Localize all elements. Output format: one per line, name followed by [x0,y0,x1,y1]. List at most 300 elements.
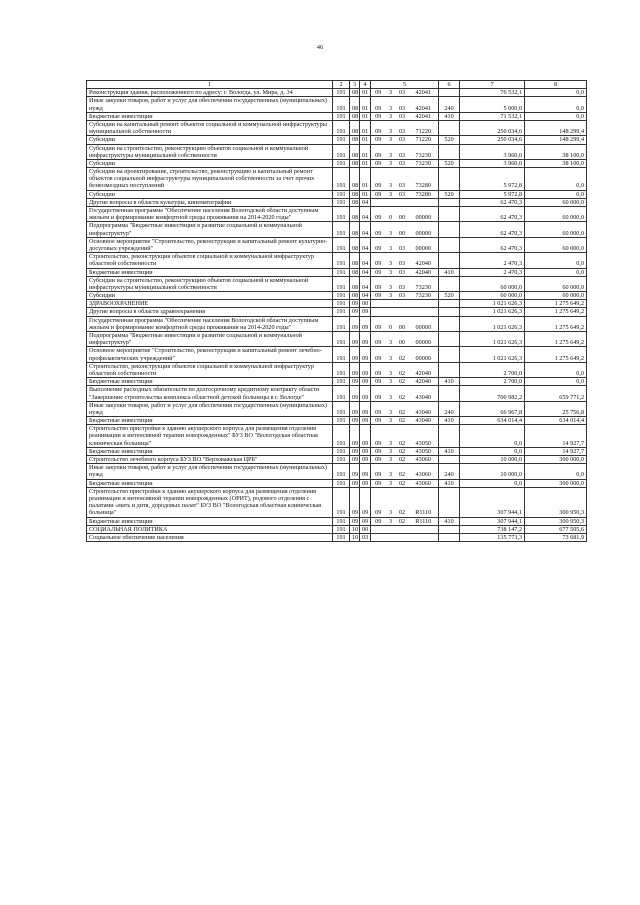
code-gr: 191 [333,207,350,222]
amount-2019: 10 000,0 [460,464,525,479]
code-rz: 09 [350,332,360,347]
row-name: Бюджетные инвестиции [87,447,333,455]
budget-table [86,80,587,542]
csr-direction [409,533,439,541]
amount-2019: 1 021 626,3 [460,347,525,362]
code-vr [439,347,460,362]
code-vr [439,253,460,268]
csr-program [371,533,386,541]
csr-subprogram: 3 [386,417,396,425]
code-pr: 09 [360,464,371,479]
code-pr: 01 [360,89,371,97]
code-pr: 09 [360,447,371,455]
csr-event: 02 [396,456,409,464]
code-pr: 04 [360,276,371,291]
csr-subprogram: 3 [386,268,396,276]
csr-subprogram: 3 [386,386,396,401]
csr-direction: 43050 [409,425,439,448]
row-name: СОЦИАЛЬНАЯ ПОЛИТИКА [87,525,333,533]
csr-program: 09 [371,332,386,347]
header-cell-6: 6 [439,81,460,89]
code-pr: 04 [360,222,371,237]
csr-program: 09 [371,89,386,97]
code-vr: 410 [439,517,460,525]
csr-direction: 42040 [409,362,439,377]
csr-program: 09 [371,276,386,291]
csr-subprogram: 3 [386,347,396,362]
code-vr [439,425,460,448]
code-pr: 01 [360,168,371,191]
amount-2019: 3 960,0 [460,159,525,167]
code-rz: 09 [350,378,360,386]
code-pr: 00 [360,525,371,533]
csr-program: 09 [371,386,386,401]
code-rz: 09 [350,362,360,377]
code-vr [439,276,460,291]
code-rz: 08 [350,207,360,222]
amount-2020: 659 771,2 [525,386,587,401]
csr-program: 09 [371,207,386,222]
code-rz: 09 [350,308,360,316]
table-row [87,386,587,401]
csr-program: 09 [371,378,386,386]
code-gr: 191 [333,517,350,525]
amount-2020: 38 100,0 [525,159,587,167]
code-gr: 191 [333,525,350,533]
code-pr: 04 [360,198,371,206]
row-name: Строительство пристройки к зданию акушерского корпуса для размещения отделения реанимации и интенсивной терапии новорожденных" БУЗ ВО "Вологодская областная клиническая больница" [87,425,333,448]
table-row [87,316,587,331]
amount-2019: 5 972,8 [460,168,525,191]
csr-event: 03 [396,120,409,135]
csr-subprogram [386,525,396,533]
amount-2019: 10 000,0 [460,456,525,464]
code-gr: 191 [333,253,350,268]
table-row [87,447,587,455]
csr-subprogram: 3 [386,401,396,416]
amount-2019: 250 034,6 [460,136,525,144]
csr-direction: 43060 [409,479,439,487]
amount-2020: 300 950,3 [525,487,587,517]
row-name: Субсидии [87,292,333,300]
csr-program: 09 [371,253,386,268]
code-gr: 191 [333,464,350,479]
csr-program [371,308,386,316]
csr-program [371,525,386,533]
csr-event: 03 [396,112,409,120]
code-gr: 191 [333,417,350,425]
code-gr: 191 [333,308,350,316]
amount-2019: 66 967,8 [460,401,525,416]
csr-subprogram: 3 [386,190,396,198]
code-rz: 08 [350,268,360,276]
header-cell-5: 5 [371,81,439,89]
csr-direction [409,198,439,206]
code-vr: 410 [439,479,460,487]
code-gr: 191 [333,292,350,300]
csr-program: 09 [371,425,386,448]
csr-program: 09 [371,487,386,517]
code-pr: 09 [360,378,371,386]
csr-program: 09 [371,190,386,198]
code-vr [439,487,460,517]
code-rz: 08 [350,190,360,198]
code-gr: 191 [333,456,350,464]
csr-subprogram: 3 [386,89,396,97]
code-rz: 09 [350,386,360,401]
csr-direction [409,308,439,316]
csr-subprogram: 0 [386,316,396,331]
csr-subprogram: 3 [386,159,396,167]
code-gr: 191 [333,112,350,120]
code-pr: 09 [360,332,371,347]
csr-event: 03 [396,144,409,159]
row-name: Реконструкция здания, расположенного по адресу: г. Вологда, ул. Мира, д. 34 [87,89,333,97]
csr-direction: 43040 [409,401,439,416]
csr-program: 09 [371,447,386,455]
amount-2019: 2 700,0 [460,362,525,377]
code-rz: 09 [350,417,360,425]
row-name: Подпрограмма "Бюджетные инвестиции в развитие социальной и коммунальной инфраструктур" [87,332,333,347]
code-rz: 09 [350,300,360,308]
code-pr: 09 [360,456,371,464]
code-pr: 01 [360,159,371,167]
csr-event: 03 [396,89,409,97]
code-pr: 01 [360,120,371,135]
amount-2020: 60 000,0 [525,292,587,300]
csr-subprogram: 3 [386,97,396,112]
table-row [87,168,587,191]
amount-2019: 1 021 626,3 [460,316,525,331]
amount-2020: 1 275 649,2 [525,332,587,347]
csr-direction [409,300,439,308]
csr-direction: 42041 [409,97,439,112]
header-cell-2: 2 [333,81,350,89]
code-gr: 191 [333,347,350,362]
code-pr: 09 [360,362,371,377]
row-name: Строительство лечебного корпуса БУЗ ВО "Верховажская ЦРБ" [87,456,333,464]
table-row [87,207,587,222]
amount-2020: 634 014,4 [525,417,587,425]
code-pr: 01 [360,190,371,198]
csr-subprogram: 3 [386,487,396,517]
code-vr: 520 [439,159,460,167]
code-gr: 191 [333,425,350,448]
amount-2019: 0,0 [460,479,525,487]
amount-2019: 0,0 [460,447,525,455]
amount-2020: 73 681,9 [525,533,587,541]
code-gr: 191 [333,237,350,252]
csr-program: 09 [371,237,386,252]
csr-subprogram [386,198,396,206]
code-pr: 01 [360,136,371,144]
amount-2019: 76 532,1 [460,89,525,97]
table-row [87,253,587,268]
csr-subprogram: 3 [386,517,396,525]
csr-event: 03 [396,253,409,268]
code-vr: 240 [439,464,460,479]
code-pr: 01 [360,97,371,112]
table-row [87,401,587,416]
csr-event: 03 [396,97,409,112]
code-rz: 09 [350,447,360,455]
amount-2020: 300 000,0 [525,479,587,487]
amount-2019: 307 944,1 [460,487,525,517]
csr-event: 03 [396,159,409,167]
code-pr: 09 [360,517,371,525]
csr-direction: 42040 [409,268,439,276]
csr-event: 03 [396,190,409,198]
amount-2020: 38 100,0 [525,144,587,159]
csr-event: 02 [396,417,409,425]
table-row [87,347,587,362]
amount-2019: 1 021 626,3 [460,308,525,316]
csr-subprogram: 3 [386,136,396,144]
csr-direction: 42040 [409,378,439,386]
csr-direction: 73230 [409,159,439,167]
table-row [87,517,587,525]
csr-program: 09 [371,479,386,487]
csr-subprogram: 3 [386,237,396,252]
table-row [87,525,587,533]
table-row [87,89,587,97]
code-rz: 08 [350,136,360,144]
code-vr: 520 [439,292,460,300]
table-row [87,112,587,120]
table-row [87,487,587,517]
table-row [87,362,587,377]
csr-event: 03 [396,292,409,300]
csr-direction: 73280 [409,190,439,198]
header-row [87,81,587,89]
code-rz: 08 [350,198,360,206]
amount-2019: 3 960,0 [460,144,525,159]
code-gr: 191 [333,190,350,198]
code-vr [439,120,460,135]
amount-2019: 700 982,2 [460,386,525,401]
csr-subprogram: 3 [386,253,396,268]
code-gr: 191 [333,89,350,97]
code-vr: 410 [439,112,460,120]
code-pr: 09 [360,487,371,517]
csr-program: 09 [371,362,386,377]
csr-event: 03 [396,168,409,191]
header-cell-8: 8 [525,81,587,89]
table-row [87,198,587,206]
code-gr: 191 [333,222,350,237]
code-rz: 09 [350,316,360,331]
amount-2020: 0,0 [525,97,587,112]
csr-subprogram: 3 [386,479,396,487]
amount-2019: 307 944,1 [460,517,525,525]
code-pr: 09 [360,308,371,316]
code-rz: 09 [350,425,360,448]
csr-program: 09 [371,401,386,416]
csr-program: 09 [371,136,386,144]
code-rz: 08 [350,112,360,120]
row-name: Государственная программа "Обеспечение населения Вологодской области доступным жильем и формирование комфортной среды проживания на 2014-2020 годы" [87,207,333,222]
amount-2020: 677 505,6 [525,525,587,533]
code-gr: 191 [333,316,350,331]
csr-program: 09 [371,517,386,525]
csr-event: 02 [396,479,409,487]
amount-2019: 71 532,1 [460,112,525,120]
code-pr: 04 [360,292,371,300]
row-name: Основное мероприятие "Строительство, реконструкция и капитальный ремонт культурно-досуговых учреждений" [87,237,333,252]
code-gr: 191 [333,168,350,191]
amount-2019: 634 014,4 [460,417,525,425]
csr-subprogram: 3 [386,464,396,479]
csr-direction: 43060 [409,456,439,464]
table-row [87,268,587,276]
row-name: Государственная программа "Обеспечение населения Вологодской области доступным жильем и формирование комфортной среды проживания на 2014-2020 годы" [87,316,333,331]
csr-event: 03 [396,276,409,291]
code-rz: 09 [350,456,360,464]
row-name: Строительство, реконструкция объектов социальной и коммунальной инфраструктур областной собственности [87,253,333,268]
csr-event: 00 [396,316,409,331]
amount-2020: 14 927,7 [525,447,587,455]
table-row [87,378,587,386]
csr-event: 00 [396,222,409,237]
table-row [87,425,587,448]
csr-event: 02 [396,378,409,386]
csr-program: 09 [371,144,386,159]
amount-2019: 738 147,2 [460,525,525,533]
csr-direction: 00000 [409,207,439,222]
amount-2020: 300 000,0 [525,456,587,464]
code-rz: 08 [350,168,360,191]
csr-event: 02 [396,347,409,362]
code-rz: 08 [350,292,360,300]
csr-subprogram [386,308,396,316]
csr-direction: 42040 [409,253,439,268]
table-row [87,417,587,425]
csr-subprogram: 3 [386,292,396,300]
code-pr: 09 [360,401,371,416]
csr-program: 09 [371,112,386,120]
csr-direction: R1110 [409,487,439,517]
code-rz: 08 [350,89,360,97]
header-cell-3: 3 [350,81,360,89]
table-row [87,332,587,347]
code-vr [439,386,460,401]
table-row [87,144,587,159]
csr-event: 02 [396,386,409,401]
row-name: Другие вопросы в области культуры, кинематографии [87,198,333,206]
code-gr: 191 [333,378,350,386]
csr-event: 03 [396,136,409,144]
csr-program: 09 [371,268,386,276]
csr-direction [409,525,439,533]
row-name: Субсидии на капитальный ремонт объектов социальной и коммунальной инфраструктуры муниципальной собственности [87,120,333,135]
code-pr: 09 [360,425,371,448]
code-gr: 191 [333,479,350,487]
code-gr: 191 [333,386,350,401]
row-name: Иные закупки товаров, работ и услуг для обеспечения государственных (муниципальных) нужд [87,97,333,112]
code-vr [439,198,460,206]
csr-program: 09 [371,120,386,135]
csr-program: 09 [371,347,386,362]
amount-2019: 62 470,3 [460,237,525,252]
csr-direction: 00000 [409,347,439,362]
row-name: Субсидии на строительство, реконструкцию объектов социальной и коммунальной инфраструктуры муниципальной собственности [87,276,333,291]
header-cell-4: 4 [360,81,371,89]
code-gr: 191 [333,447,350,455]
code-pr: 04 [360,207,371,222]
row-name: Бюджетные инвестиции [87,417,333,425]
code-vr: 520 [439,136,460,144]
code-pr: 03 [360,533,371,541]
amount-2019: 60 000,0 [460,292,525,300]
csr-event: 00 [396,332,409,347]
code-rz: 08 [350,253,360,268]
code-vr: 240 [439,97,460,112]
code-pr: 09 [360,347,371,362]
header-cell-1: 1 [87,81,333,89]
csr-direction: 43040 [409,386,439,401]
code-gr: 191 [333,487,350,517]
amount-2020: 148 299,4 [525,136,587,144]
amount-2020: 60 000,0 [525,198,587,206]
table-row [87,237,587,252]
amount-2019: 62 470,3 [460,207,525,222]
code-vr [439,456,460,464]
csr-direction: 43050 [409,447,439,455]
csr-subprogram [386,533,396,541]
row-name: Субсидии [87,159,333,167]
code-pr: 09 [360,316,371,331]
row-name: Бюджетные инвестиции [87,112,333,120]
amount-2020: 60 000,0 [525,207,587,222]
csr-direction: 43060 [409,464,439,479]
code-vr [439,362,460,377]
table-row [87,464,587,479]
csr-program: 09 [371,316,386,331]
amount-2019: 135 773,3 [460,533,525,541]
code-gr: 191 [333,198,350,206]
code-rz: 10 [350,525,360,533]
amount-2020: 0,0 [525,112,587,120]
amount-2020: 0,0 [525,168,587,191]
amount-2020: 1 275 649,2 [525,316,587,331]
amount-2020: 0,0 [525,253,587,268]
csr-event [396,300,409,308]
csr-subprogram: 3 [386,378,396,386]
csr-subprogram: 3 [386,425,396,448]
code-gr: 191 [333,332,350,347]
code-vr [439,316,460,331]
code-vr: 520 [439,190,460,198]
code-gr: 191 [333,276,350,291]
code-pr: 04 [360,253,371,268]
code-rz: 08 [350,237,360,252]
amount-2020: 60 000,0 [525,276,587,291]
header-cell-7: 7 [460,81,525,89]
table-row [87,276,587,291]
row-name: Бюджетные инвестиции [87,268,333,276]
row-name: Строительство, реконструкция объектов социальной и коммунальной инфраструктур областной собственности [87,362,333,377]
amount-2020: 25 756,8 [525,401,587,416]
csr-direction: 71220 [409,136,439,144]
code-gr: 191 [333,300,350,308]
amount-2020: 1 275 649,2 [525,308,587,316]
amount-2020: 148 299,4 [525,120,587,135]
code-gr: 191 [333,120,350,135]
csr-event: 02 [396,487,409,517]
csr-event [396,308,409,316]
amount-2019: 60 000,0 [460,276,525,291]
code-rz: 09 [350,479,360,487]
